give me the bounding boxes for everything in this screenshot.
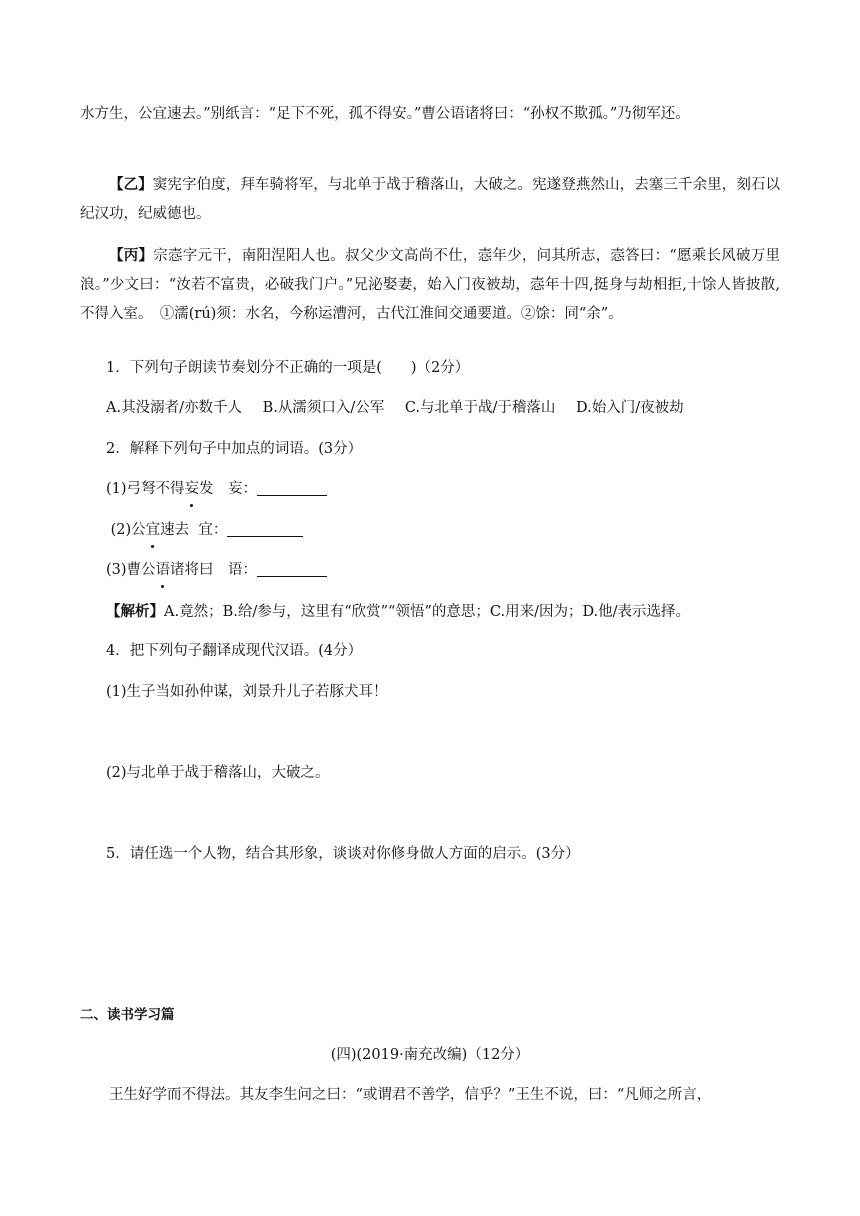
question-2-item <box>106 475 786 504</box>
part-heading: (四)(2019·南充改编)（12分） <box>330 1047 530 1063</box>
question-2: 2．解释下列句子中加点的词语。(3分） <box>106 441 363 457</box>
passage-yi-tag: 【乙】 <box>109 176 153 193</box>
item-text-pre: (3)曹公 <box>106 562 156 578</box>
question-1: 1．下列句子朗读节奏划分不正确的一项是( )（2分） <box>106 360 470 376</box>
passage-bing-text: 宗悫字元干，南阳涅阳人也。叔父少文高尚不仕，悫年少，问其所志，悫答曰：“愿乘长风破万里浪。”少文曰：“汝若不富贵，必破我门户。”兄泌娶妻，始入门夜被劫，悫年十四,挺身与劫相拒,十馀人皆披散,不得入室。 ①濡(rú)须：水名，今称运漕河，古代江淮间交通要道。②馀：同“余”。 <box>80 248 780 322</box>
answer-blank[interactable] <box>257 560 327 577</box>
analysis-tag: 【解析】 <box>106 603 164 620</box>
analysis-text: A.竟然；B.给/参与，这里有“欣赏”“领悟”的意思；C.用来/因为；D.他/表示选择。 <box>164 604 691 620</box>
answer-blank[interactable] <box>227 520 303 537</box>
item-text-pre: (1)弓弩不得 <box>106 481 185 497</box>
item-text-post: 发 <box>199 481 214 497</box>
option-c: C.与北单于战/于稽落山 <box>404 400 556 416</box>
question-4-item-2: (2)与北单于战于稽落山，大破之。 <box>106 765 330 781</box>
gloss-label: 宜： <box>198 522 228 538</box>
dotted-word: 语 <box>156 556 171 585</box>
passage-jia-tail: 水方生，公宜速去。”别纸言：“足下不死，孤不得安。”曹公语诸将曰：“孙权不欺孤。”乃彻军还。 <box>80 106 690 122</box>
option-d: D.始入门/夜被劫 <box>576 400 684 416</box>
gloss-label: 语： <box>228 562 258 578</box>
question-5: 5．请任选一个人物，结合其形象，谈谈对你修身做人方面的启示。(3分） <box>106 846 580 862</box>
gloss-label: 妄： <box>228 481 258 497</box>
question-2-item <box>106 556 786 585</box>
option-a: A.其没溺者/亦数千人 <box>106 400 242 416</box>
passage-yi <box>80 170 780 229</box>
answer-blank[interactable] <box>257 479 327 496</box>
question-4: 4．把下列句子翻译成现代汉语。(4分） <box>106 643 363 659</box>
question-4-item-1: (1)生子当如孙仲谋，刘景升儿子若豚犬耳！ <box>106 684 388 700</box>
item-text-pre: (2)公 <box>106 522 146 538</box>
section-title: 二、读书学习篇 <box>80 1007 175 1023</box>
item-text-post: 速去 <box>160 522 190 538</box>
passage-bing-tag: 【丙】 <box>109 247 154 264</box>
dotted-word: 妄 <box>185 475 200 504</box>
passage-4-start: 王生好学而不得法。其友李生问之曰：“或谓君不善学，信乎？”王生不说，曰：“凡师之所言， <box>109 1087 712 1103</box>
question-1-options <box>106 394 786 423</box>
passage-bing <box>80 241 780 329</box>
analysis <box>106 597 786 627</box>
dotted-word: 宜 <box>146 516 161 545</box>
option-b: B.从濡须口入/公军 <box>262 400 385 416</box>
passage-yi-text: 窦宪字伯度，拜车骑将军，与北单于战于稽落山，大破之。宪遂登燕然山，去塞三千余里，刻石以纪汉功，纪威德也。 <box>80 177 781 222</box>
item-text-post: 诸将曰 <box>170 562 214 578</box>
question-2-item <box>106 516 786 545</box>
